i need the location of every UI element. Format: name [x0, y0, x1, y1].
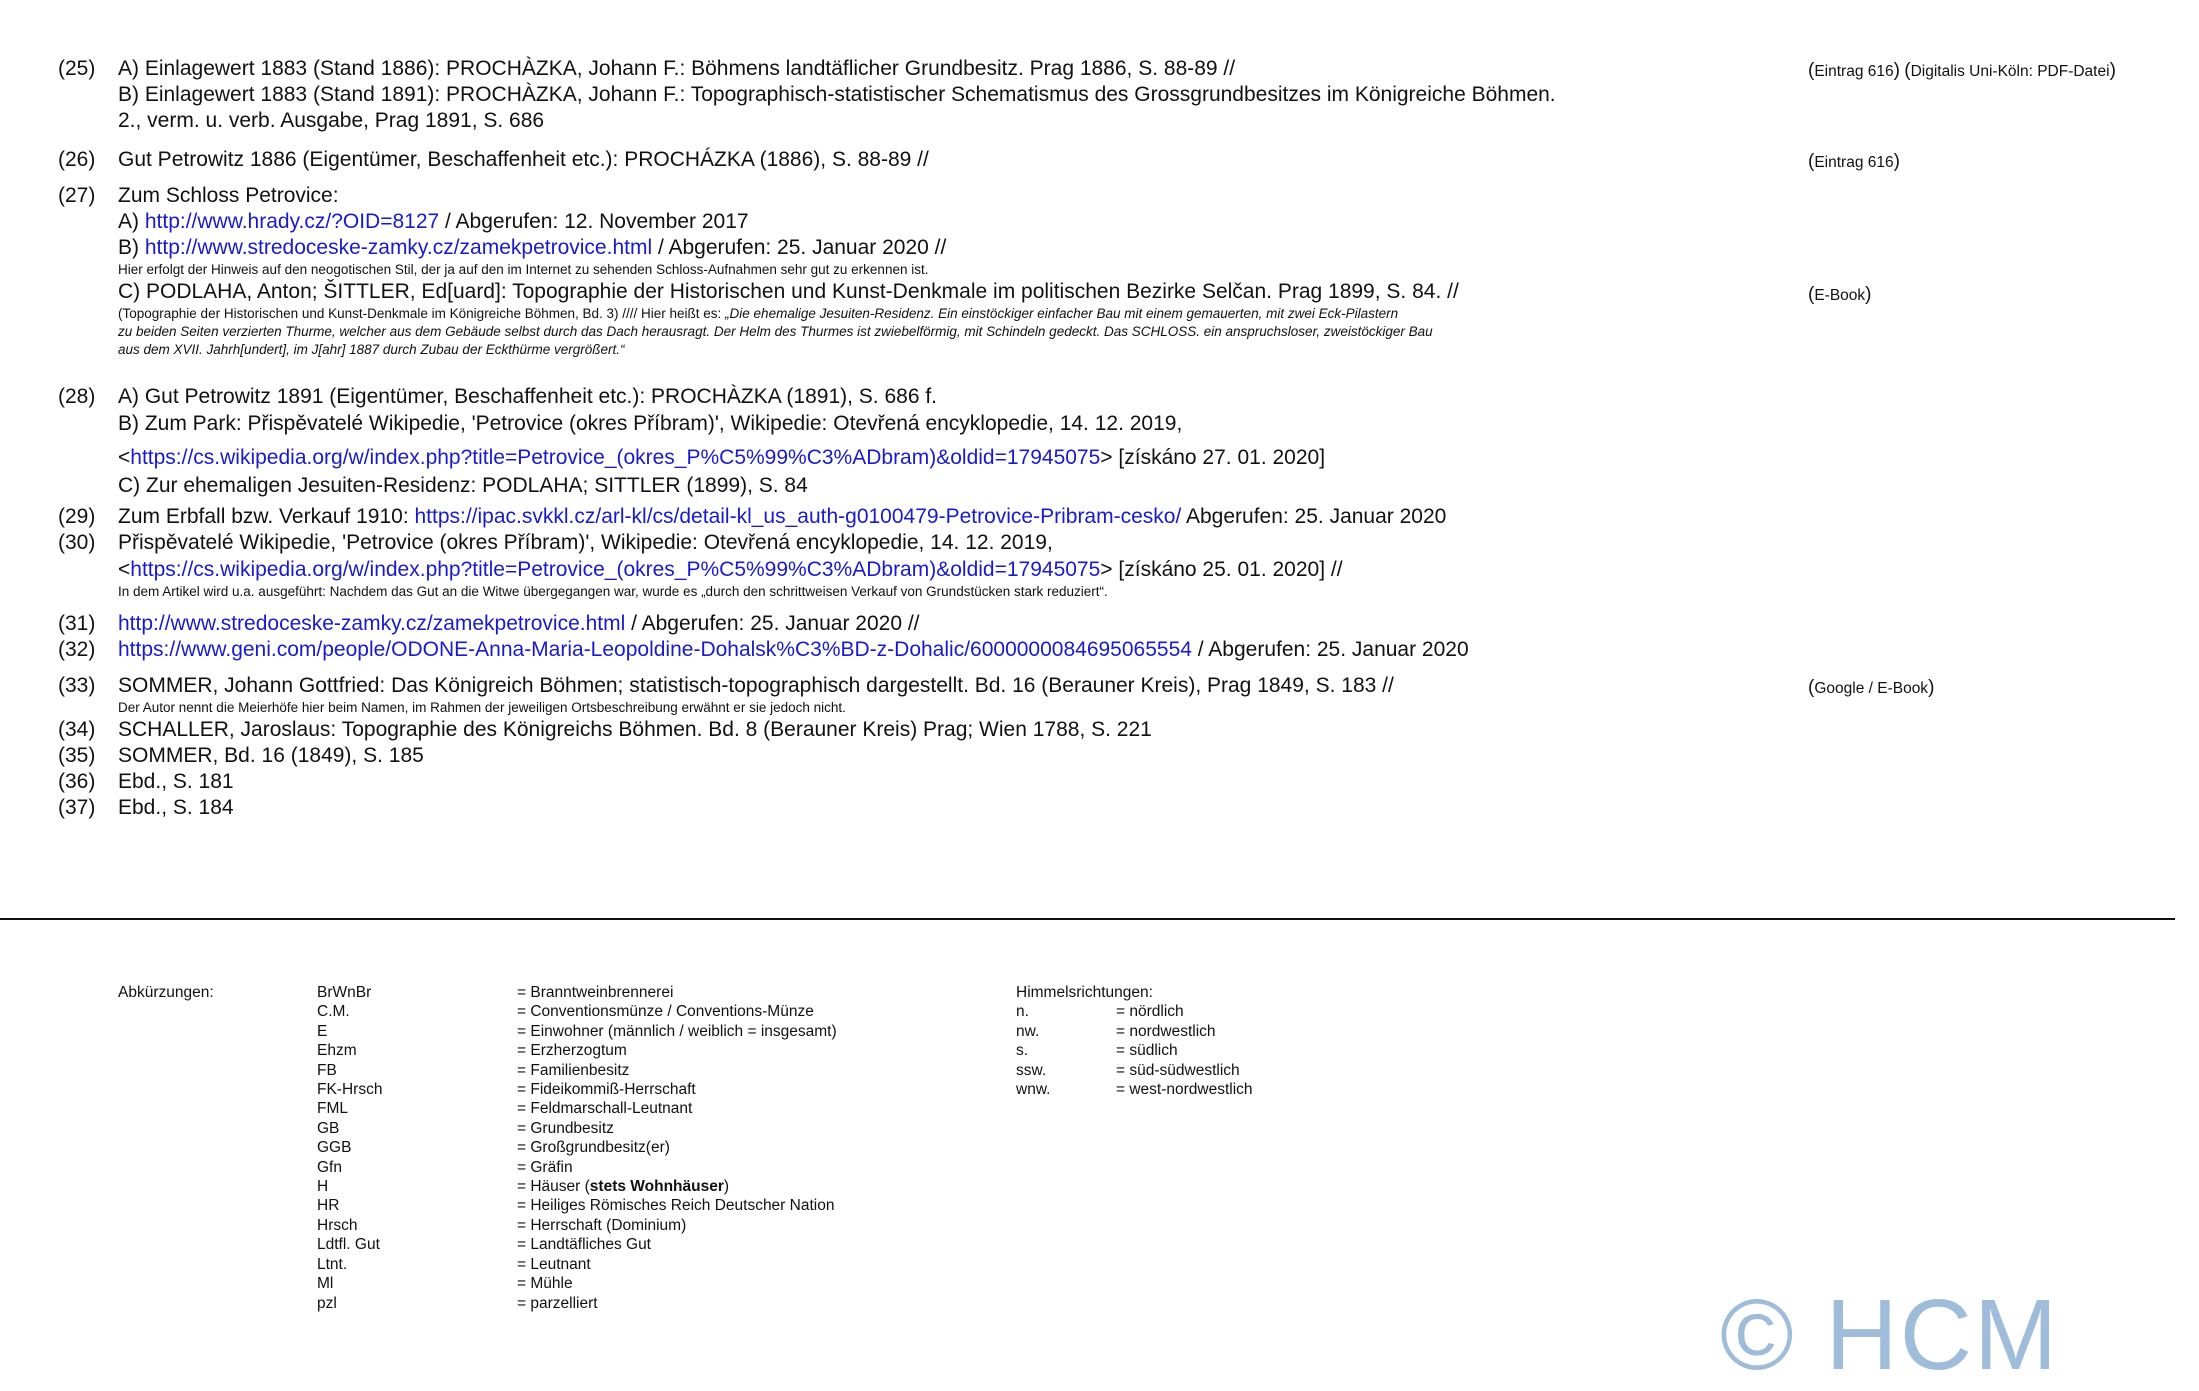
- footnote-number: (34): [58, 718, 96, 741]
- footnote-line: A) Einlagewert 1883 (Stand 1886): PROCHÀZKA, Johann F.: Böhmens landtäflicher Grundbesitz. Prag 1886, S. 88-89 //: [118, 57, 1236, 80]
- footnote-remark: Der Autor nennt die Meierhöfe hier beim Namen, im Rahmen der jeweiligen Ortsbeschreibung erwähnt er sie jedoch nicht.: [118, 700, 846, 715]
- abbreviation-key: BrWnBr: [317, 984, 372, 1001]
- direction-key: s.: [1016, 1042, 1029, 1060]
- abbreviation-value: = Conventionsmünze / Conventions-Münze: [517, 1003, 814, 1021]
- direction-key: nw.: [1016, 1022, 1040, 1040]
- footnote-line: A) Gut Petrowitz 1891 (Eigentümer, Beschaffenheit etc.): PROCHÀZKA (1891), S. 686 f.: [118, 385, 937, 408]
- footnote-number: (33): [58, 674, 96, 697]
- abbreviation-key: Gfn: [317, 1158, 342, 1176]
- footnote-line: Gut Petrowitz 1886 (Eigentümer, Beschaffenheit etc.): PROCHÁZKA (1886), S. 88-89 //: [118, 148, 929, 171]
- direction-key: n.: [1016, 1003, 1029, 1021]
- direction-value: = nordwestlich: [1116, 1022, 1216, 1040]
- abbreviation-key: Ldtfl. Gut: [317, 1236, 380, 1254]
- footnote-number: (37): [58, 796, 96, 819]
- footnote-line: Přispěvatelé Wikipedie, 'Petrovice (okres Příbram)', Wikipedie: Otevřená encyklopedie, 14. 12. 2019,: [118, 531, 1053, 554]
- footnote-number: (30): [58, 531, 96, 554]
- abbreviation-value: = Branntweinbrennerei: [517, 984, 674, 1001]
- footnote-remark: In dem Artikel wird u.a. ausgeführt: Nachdem das Gut an die Witwe übergegangen war, wurde es „durch den schrittweisen Verkauf von Grundstücken stark reduziert“.: [118, 584, 1108, 599]
- copyright-mark: [1720, 1279, 2060, 1391]
- abbreviation-keys: [317, 983, 382, 1313]
- source-label: (Google / E-Book): [1808, 677, 1935, 698]
- footnote-line: C) PODLAHA, Anton; ŠITTLER, Ed[uard]: Topographie der Historischen und Kunst-Denkmale im politischen Bezirke Selčan. Prag 1899, S. 84. //: [118, 280, 1459, 303]
- footnote-line: Ebd., S. 184: [118, 796, 234, 819]
- abbreviation-value: = Grundbesitz: [517, 1119, 614, 1137]
- direction-key: wnw.: [1016, 1081, 1051, 1099]
- footnote-number: (28): [58, 385, 96, 408]
- footnote-line: https://www.geni.com/people/ODONE-Anna-Maria-Leopoldine-Dohalsk%C3%BD-z-Dohalic/6000000084695065554 / Abgerufen: 25. Januar 2020: [118, 638, 1469, 661]
- footnote-line: A) http://www.hrady.cz/?OID=8127 / Abgerufen: 12. November 2017: [118, 210, 749, 233]
- abbreviation-value: = Familienbesitz: [517, 1061, 630, 1079]
- footnote-number: (32): [58, 638, 96, 661]
- footnote-line: SOMMER, Bd. 16 (1849), S. 185: [118, 744, 424, 767]
- footnote-line: SOMMER, Johann Gottfried: Das Königreich Böhmen; statistisch-topographisch dargestellt. Bd. 16 (Berauner Kreis), Prag 1849, S. 183 //: [118, 674, 1394, 697]
- abbreviation-key: pzl: [317, 1294, 337, 1312]
- abbreviation-values: [517, 983, 837, 1313]
- abbreviation-value: = Heiliges Römisches Reich Deutscher Nation: [517, 1197, 835, 1215]
- footnote-number: (25): [58, 57, 96, 80]
- stredoceske-zamky-link[interactable]: http://www.stredoceske-zamky.cz/zamekpetrovice.html: [118, 612, 626, 635]
- copyright-text: HCM: [1825, 1279, 2060, 1391]
- abbreviation-value: = Landtäfliches Gut: [517, 1236, 651, 1254]
- direction-value: = süd-südwestlich: [1116, 1061, 1240, 1079]
- footnote-number: (36): [58, 770, 96, 793]
- abbreviation-key: Hrsch: [317, 1216, 358, 1234]
- footnote-line: Zum Schloss Petrovice:: [118, 184, 339, 207]
- footnote-line: <https://cs.wikipedia.org/w/index.php?title=Petrovice_(okres_P%C5%99%C3%ADbram)&oldid=17945075> [získáno 27. 01. 2020]: [118, 446, 1326, 469]
- footnote-line: Ebd., S. 181: [118, 770, 234, 793]
- direction-value: = west-nordwestlich: [1116, 1081, 1253, 1099]
- wikipedia-link[interactable]: https://cs.wikipedia.org/w/index.php?title=Petrovice_(okres_P%C5%99%C3%ADbram)&oldid=17945075: [130, 558, 1101, 581]
- direction-values: [1116, 1002, 1253, 1099]
- footnote-line: 2., verm. u. verb. Ausgabe, Prag 1891, S. 686: [118, 109, 545, 132]
- abbreviation-value: = Großgrundbesitz(er): [517, 1139, 670, 1157]
- abbreviation-value: = Mühle: [517, 1275, 573, 1293]
- geni-link[interactable]: https://www.geni.com/people/ODONE-Anna-Maria-Leopoldine-Dohalsk%C3%BD-z-Dohalic/6000000084695065554: [118, 638, 1192, 661]
- stredoceske-zamky-link[interactable]: http://www.stredoceske-zamky.cz/zamekpetrovice.html: [144, 236, 653, 259]
- wikipedia-link[interactable]: https://cs.wikipedia.org/w/index.php?title=Petrovice_(okres_P%C5%99%C3%ADbram)&oldid=17945075: [130, 446, 1101, 469]
- abbreviation-key: GB: [317, 1119, 340, 1137]
- footnote-remark: (Topographie der Historischen und Kunst-Denkmale im Königreiche Böhmen, Bd. 3) //// Hier heißt es: „Die ehemalige Jesuiten-Residenz. Ein einstöckiger einfacher Bau mit einem gemauerten, mit zwei Eck-Pilastern: [118, 306, 1399, 321]
- abbreviation-value: = Häuser (stets Wohnhäuser): [517, 1178, 730, 1196]
- directions-heading: Himmelsrichtungen:: [1016, 984, 1153, 1001]
- abbreviation-value: = Erzherzogtum: [517, 1042, 627, 1060]
- footnote-line: SCHALLER, Jaroslaus: Topographie des Königreichs Böhmen. Bd. 8 (Berauner Kreis) Prag; Wien 1788, S. 221: [118, 718, 1152, 741]
- footnote-line: B) Zum Park: Přispěvatelé Wikipedie, 'Petrovice (okres Příbram)', Wikipedie: Otevřená encyklopedie, 14. 12. 2019,: [118, 412, 1183, 435]
- footnote-number: (27): [58, 184, 96, 207]
- abbreviation-key: GGB: [317, 1139, 352, 1157]
- divider-line: [0, 918, 2175, 920]
- abbreviation-value: = Gräfin: [517, 1158, 573, 1176]
- footnote-line: Zum Erbfall bzw. Verkauf 1910: https://ipac.svkkl.cz/arl-kl/cs/detail-kl_us_auth-g0100479-Petrovice-Pribram-cesko/ Abgerufen: 25. Januar 2020: [118, 505, 1447, 528]
- footnote-number: (26): [58, 148, 96, 171]
- abbreviation-key: Ltnt.: [317, 1255, 348, 1273]
- direction-key: ssw.: [1016, 1061, 1047, 1079]
- footnote-remark: aus dem XVII. Jahrh[undert], im J[ahr] 1887 durch Zubau der Eckthürme vergrößert.“: [118, 342, 625, 357]
- abbreviation-key: E: [317, 1022, 328, 1040]
- footnote-number: (31): [58, 612, 96, 635]
- footnote-number: (35): [58, 744, 96, 767]
- abbreviation-value: = Herrschaft (Dominium): [517, 1216, 687, 1234]
- footnote-line: B) http://www.stredoceske-zamky.cz/zamekpetrovice.html / Abgerufen: 25. Januar 2020 //: [118, 236, 947, 259]
- abbreviation-key: FML: [317, 1100, 348, 1118]
- copyright-symbol: ©: [1720, 1279, 1796, 1391]
- abbreviation-key: C.M.: [317, 1003, 350, 1021]
- source-label: (Eintrag 616) (Digitalis Uni-Köln: PDF-Datei): [1808, 60, 2116, 81]
- abbreviation-key: Ehzm: [317, 1042, 357, 1060]
- footnote-line: C) Zur ehemaligen Jesuiten-Residenz: PODLAHA; SITTLER (1899), S. 84: [118, 474, 808, 497]
- abbreviation-key: Ml: [317, 1275, 334, 1293]
- footnote-line: <https://cs.wikipedia.org/w/index.php?title=Petrovice_(okres_P%C5%99%C3%ADbram)&oldid=17945075> [získáno 25. 01. 2020] //: [118, 558, 1343, 581]
- footnote-line: http://www.stredoceske-zamky.cz/zamekpetrovice.html / Abgerufen: 25. Januar 2020 //: [118, 612, 920, 635]
- footnote-remark: zu beiden Seiten verzierten Thurme, welcher aus dem Gebäude selbst durch das Dach herausragt. Der Helm des Thurmes ist zwiebelförmig, mit Schindeln gedeckt. Das SCHLOSS. ein anspruchsloser, zweistöckiger Bau: [118, 324, 1433, 339]
- source-label: (Eintrag 616): [1808, 151, 1900, 172]
- source-label: (E-Book): [1808, 284, 1872, 305]
- footnote-number: (29): [58, 505, 96, 528]
- svkkl-link[interactable]: https://ipac.svkkl.cz/arl-kl/cs/detail-kl_us_auth-g0100479-Petrovice-Pribram-cesko/: [414, 505, 1182, 528]
- abbreviation-value: = Leutnant: [517, 1255, 591, 1273]
- hrady-link[interactable]: http://www.hrady.cz/?OID=8127: [144, 210, 440, 233]
- direction-value: = südlich: [1116, 1042, 1178, 1060]
- footnote-remark: Hier erfolgt der Hinweis auf den neogotischen Stil, der ja auf den im Internet zu sehenden Schloss-Aufnahmen sehr gut zu erkennen ist.: [118, 262, 929, 277]
- abbreviation-value: = parzelliert: [517, 1294, 598, 1312]
- abbreviations-heading: Abkürzungen:: [118, 984, 214, 1001]
- abbreviation-key: FB: [317, 1061, 337, 1079]
- abbreviation-value: = Einwohner (männlich / weiblich = insgesamt): [517, 1022, 837, 1040]
- abbreviation-value: = Feldmarschall-Leutnant: [517, 1100, 693, 1118]
- abbreviation-key: H: [317, 1178, 329, 1196]
- abbreviation-key: HR: [317, 1197, 340, 1215]
- abbreviation-key: FK-Hrsch: [317, 1081, 383, 1099]
- direction-value: = nördlich: [1116, 1003, 1184, 1021]
- abbreviation-value: = Fideikommiß-Herrschaft: [517, 1081, 696, 1099]
- footnote-line: B) Einlagewert 1883 (Stand 1891): PROCHÀZKA, Johann F.: Topographisch-statistischer Schematismus des Grossgrundbesitzes im Königreiche Böhmen.: [118, 83, 1556, 106]
